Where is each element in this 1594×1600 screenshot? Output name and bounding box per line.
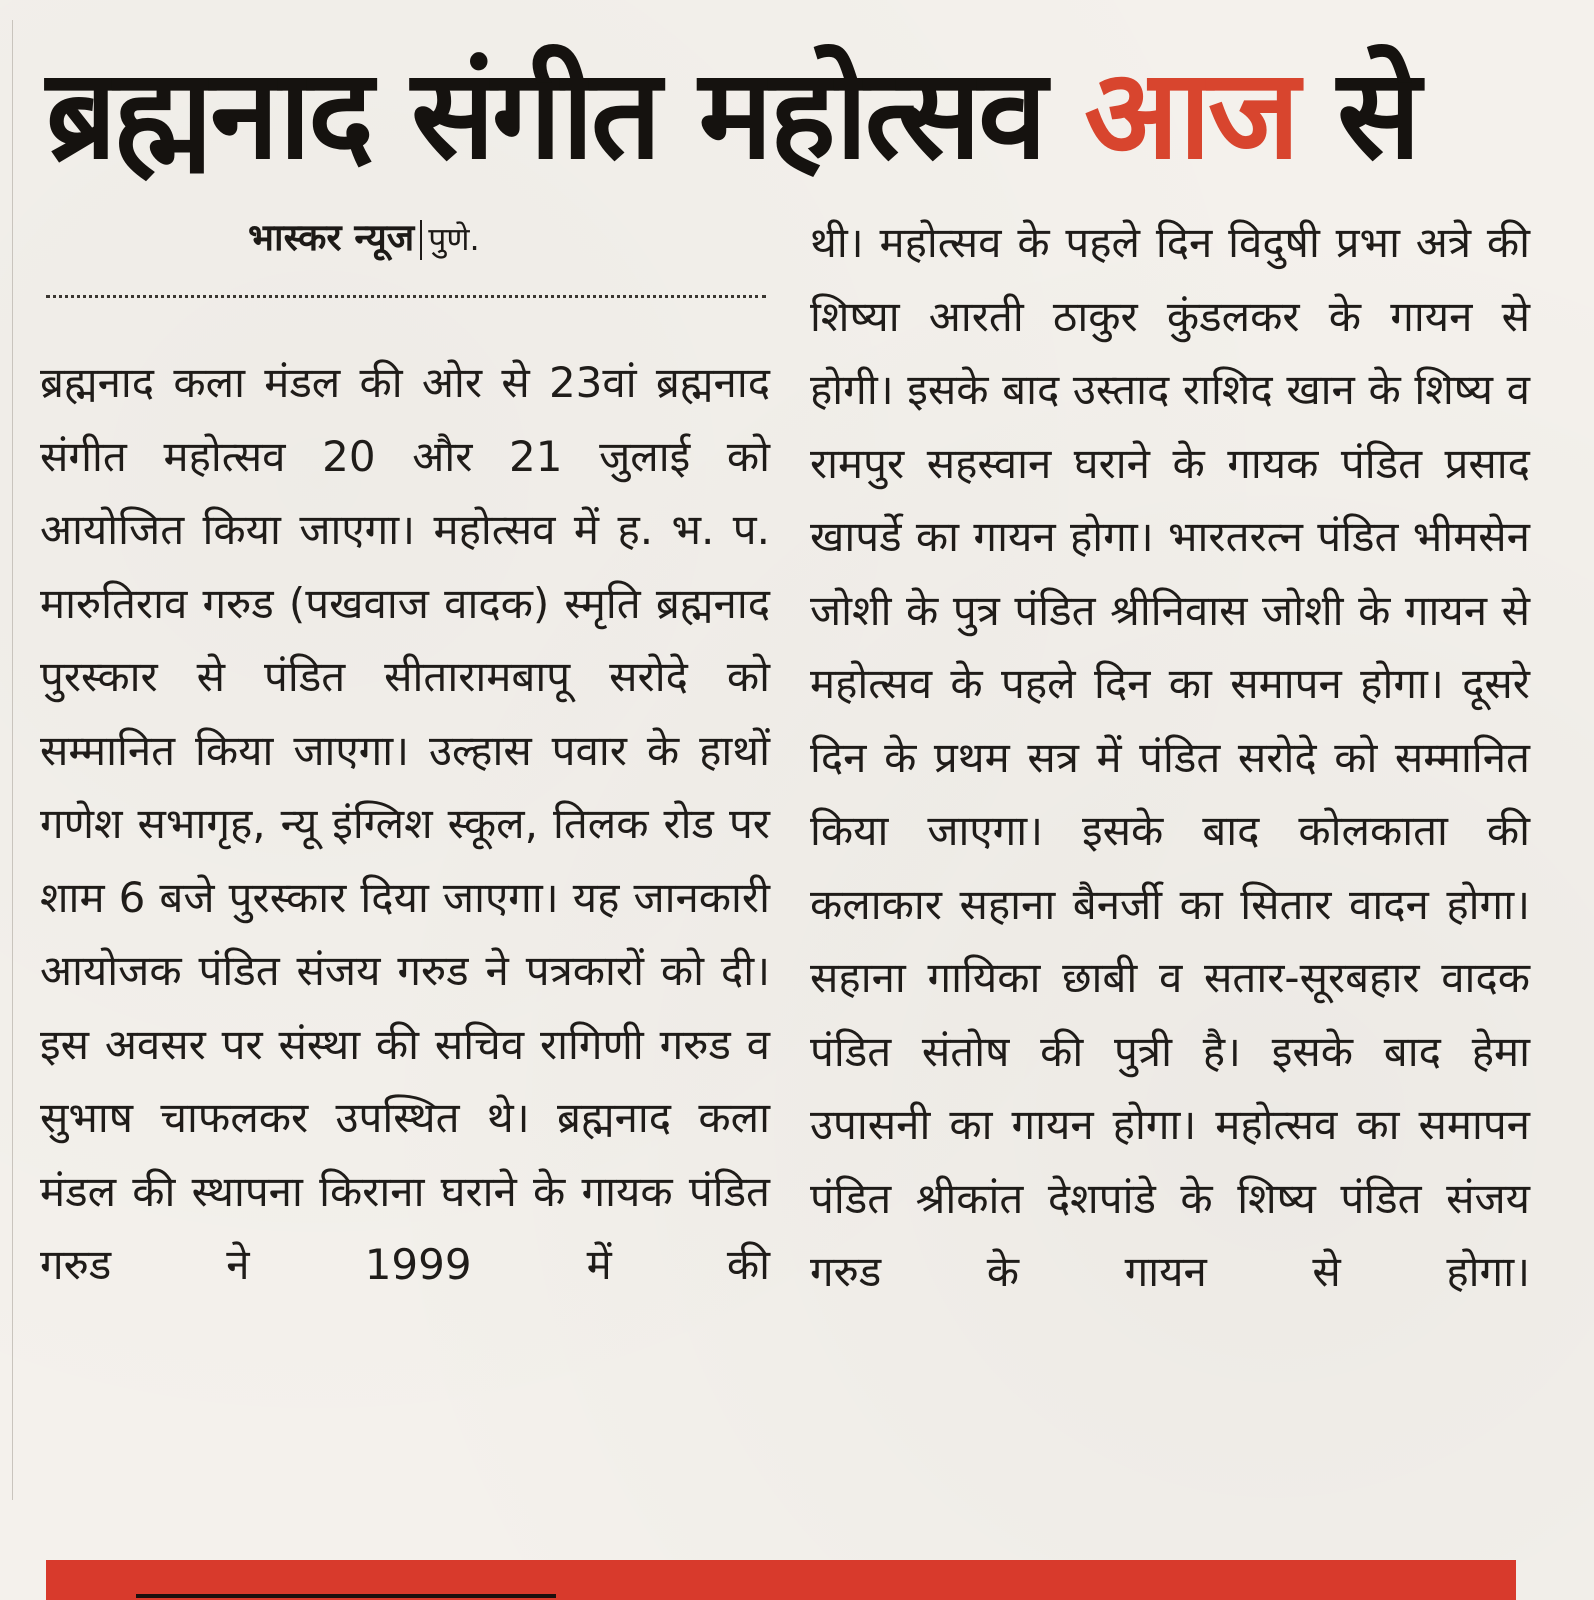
byline [248, 214, 480, 263]
next-article-band [46, 1560, 1516, 1600]
dotted-divider [46, 295, 766, 298]
headline-end: से [1337, 43, 1418, 187]
headline [46, 40, 1566, 190]
clipping-edge [12, 20, 13, 1500]
headline-main: ब्रह्मनाद संगीत महोत्सव [46, 43, 1045, 187]
headline-accent: आज [1084, 43, 1297, 187]
byline-city: पुणे. [428, 220, 480, 258]
byline-source: भास्कर न्यूज [248, 216, 415, 259]
byline-separator [420, 220, 422, 260]
next-headline-fragment [136, 1568, 556, 1600]
article-column-right: थी। महोत्सव के पहले दिन विदुषी प्रभा अत्रे की शिष्या आरती ठाकुर कुंडलकर के गायन से होगी। इसके बाद उस्ताद राशिद खान के शिष्य व रामपुर सहस्वान घराने के गायक पंडित प्रसाद खापर्डे का गायन होगा। भारतरत्न पंडित भीमसेन जोशी के पुत्र पंडित श्रीनिवास जोशी के गायन से महोत्सव के पहले दिन का समापन होगा। दूसरे दिन के प्रथम सत्र में पंडित सरोदे को सम्मानित किया जाएगा। इसके बाद कोलकाता की कलाकार सहाना बैनर्जी का सितार वादन होगा। सहाना गायिका छाबी व सतार-सूरबहार वादक पंडित संतोष की पुत्री है। इसके बाद हेमा उपासनी का गायन होगा। महोत्सव का समापन पंडित श्रीकांत देशपांडे के शिष्य पंडित संजय गरुड के गायन से होगा। [810, 218, 1530, 1296]
article-column-left: ब्रह्मनाद कला मंडल की ओर से 23वां ब्रह्मनाद संगीत महोत्सव 20 और 21 जुलाई को आयोजित किया जाएगा। महोत्सव में ह. भ. प. मारुतिराव गरुड (पखवाज वादक) स्मृति ब्रह्मनाद पुरस्कार से पंडित सीतारामबापू सरोदे को सम्मानित किया जाएगा। उल्हास पवार के हाथों गणेश सभागृह, न्यू इंग्लिश स्कूल, तिलक रोड पर शाम 6 बजे पुरस्कार दिया जाएगा। यह जानकारी आयोजक पंडित संजय गरुड ने पत्रकारों को दी। इस अवसर पर संस्था की सचिव रागिणी गरुड व सुभाष चाफलकर उपस्थित थे। ब्रह्मनाद कला मंडल की स्थापना किराना घराने के गायक पंडित गरुड ने 1999 में की [40, 358, 770, 1289]
